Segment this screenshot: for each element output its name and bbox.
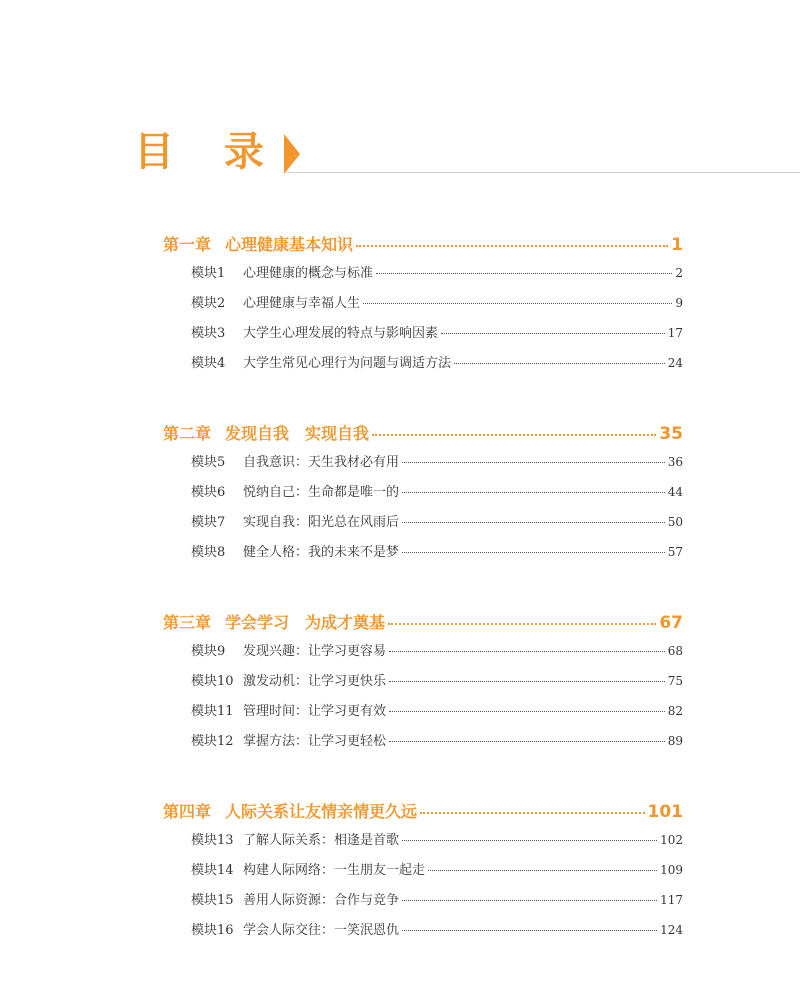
dot-leader — [402, 930, 657, 931]
module-entry[interactable] — [163, 262, 683, 292]
module-title: 实现自我：阳光总在风雨后 — [243, 515, 400, 530]
dot-leader — [428, 870, 657, 871]
module-entry[interactable] — [163, 670, 683, 700]
module-entry[interactable] — [163, 511, 683, 541]
module-page: 17 — [667, 326, 683, 340]
dot-leader — [441, 333, 665, 334]
chapter-heading[interactable] — [163, 610, 683, 640]
module-page: 82 — [667, 704, 683, 718]
module-page: 68 — [667, 644, 683, 658]
module-number: 模块5 — [191, 455, 226, 470]
module-entry[interactable] — [163, 919, 683, 949]
dot-leader — [389, 711, 665, 712]
module-title: 大学生心理发展的特点与影响因素 — [243, 326, 439, 341]
module-title: 自我意识：天生我材必有用 — [243, 455, 400, 470]
module-entry[interactable] — [163, 640, 683, 670]
module-entry[interactable] — [163, 322, 683, 352]
module-title: 了解人际关系：相逢是首歌 — [243, 833, 400, 848]
title-divider — [286, 172, 800, 173]
chapter-heading[interactable] — [163, 799, 683, 829]
chapter-page: 1 — [671, 235, 683, 255]
module-entry[interactable] — [163, 889, 683, 919]
module-title: 善用人际资源：合作与竞争 — [243, 893, 400, 908]
module-page: 57 — [667, 545, 683, 559]
module-page: 102 — [660, 833, 683, 847]
module-page: 75 — [667, 674, 683, 688]
dot-leader — [402, 552, 665, 553]
module-number: 模块4 — [191, 356, 226, 371]
module-number: 模块1 — [191, 266, 226, 281]
module-number: 模块15 — [191, 893, 234, 908]
chapter-title: 人际关系让友情亲情更久远 — [225, 802, 418, 821]
module-title: 构建人际网络：一生朋友一起走 — [243, 863, 426, 878]
module-entry[interactable] — [163, 451, 683, 481]
module-page: 50 — [667, 515, 683, 529]
module-entry[interactable] — [163, 541, 683, 571]
module-number: 模块9 — [191, 644, 226, 659]
dot-leader — [389, 681, 665, 682]
chapter-page: 101 — [647, 802, 683, 822]
dot-leader — [402, 492, 665, 493]
chapter-number: 第四章 — [163, 802, 212, 821]
chapter-title: 发现自我 实现自我 — [225, 424, 370, 443]
module-title: 悦纳自己：生命都是唯一的 — [243, 485, 400, 500]
dot-leader — [356, 245, 668, 247]
dot-leader — [454, 363, 665, 364]
chapter-number: 第三章 — [163, 613, 212, 632]
module-page: 109 — [660, 863, 683, 877]
module-title: 大学生常见心理行为问题与调适方法 — [243, 356, 452, 371]
module-entry[interactable] — [163, 292, 683, 322]
module-title: 掌握方法：让学习更轻松 — [243, 734, 387, 749]
dot-leader — [363, 303, 672, 304]
module-title: 心理健康与幸福人生 — [243, 296, 361, 311]
chapter-number: 第一章 — [163, 235, 212, 254]
module-number: 模块10 — [191, 674, 234, 689]
module-page: 36 — [667, 455, 683, 469]
page-title: 目 录 — [134, 129, 282, 175]
module-page: 24 — [667, 356, 683, 370]
module-number: 模块8 — [191, 545, 226, 560]
module-entry[interactable] — [163, 859, 683, 889]
chapter-1 — [163, 232, 683, 382]
chapter-2 — [163, 421, 683, 571]
module-title: 学会人际交往：一笑泯恩仇 — [243, 923, 400, 938]
module-title: 心理健康的概念与标准 — [243, 266, 374, 281]
chapter-heading[interactable] — [163, 421, 683, 451]
dot-leader — [402, 900, 657, 901]
dot-leader — [376, 273, 672, 274]
chapter-heading[interactable] — [163, 232, 683, 262]
module-entry[interactable] — [163, 481, 683, 511]
chapter-page: 35 — [659, 424, 683, 444]
dot-leader — [372, 434, 656, 436]
module-number: 模块16 — [191, 923, 234, 938]
module-number: 模块3 — [191, 326, 226, 341]
module-page: 89 — [667, 734, 683, 748]
module-title: 激发动机：让学习更快乐 — [243, 674, 387, 689]
module-number: 模块7 — [191, 515, 226, 530]
toc-header — [134, 128, 800, 188]
table-of-contents — [163, 232, 683, 988]
dot-leader — [420, 812, 644, 814]
dot-leader — [388, 623, 656, 625]
module-page: 9 — [675, 296, 683, 310]
module-page: 117 — [660, 893, 683, 907]
module-entry[interactable] — [163, 829, 683, 859]
dot-leader — [402, 840, 657, 841]
module-title: 发现兴趣：让学习更容易 — [243, 644, 387, 659]
module-page: 124 — [660, 923, 683, 937]
module-title: 管理时间：让学习更有效 — [243, 704, 387, 719]
dot-leader — [402, 462, 665, 463]
module-entry[interactable] — [163, 730, 683, 760]
module-entry[interactable] — [163, 700, 683, 730]
dot-leader — [389, 651, 665, 652]
chapter-4 — [163, 799, 683, 949]
chapter-page: 67 — [659, 613, 683, 633]
module-entry[interactable] — [163, 352, 683, 382]
title-arrow-icon — [284, 134, 300, 174]
module-page: 2 — [675, 266, 683, 280]
module-number: 模块14 — [191, 863, 234, 878]
module-number: 模块2 — [191, 296, 226, 311]
dot-leader — [402, 522, 665, 523]
chapter-3 — [163, 610, 683, 760]
dot-leader — [389, 741, 665, 742]
module-number: 模块11 — [191, 704, 234, 719]
module-number: 模块12 — [191, 734, 234, 749]
chapter-title: 心理健康基本知识 — [225, 235, 354, 254]
module-title: 健全人格：我的未来不是梦 — [243, 545, 400, 560]
module-number: 模块6 — [191, 485, 226, 500]
module-number: 模块13 — [191, 833, 234, 848]
module-page: 44 — [667, 485, 683, 499]
chapter-number: 第二章 — [163, 424, 212, 443]
chapter-title: 学会学习 为成才奠基 — [225, 613, 386, 632]
